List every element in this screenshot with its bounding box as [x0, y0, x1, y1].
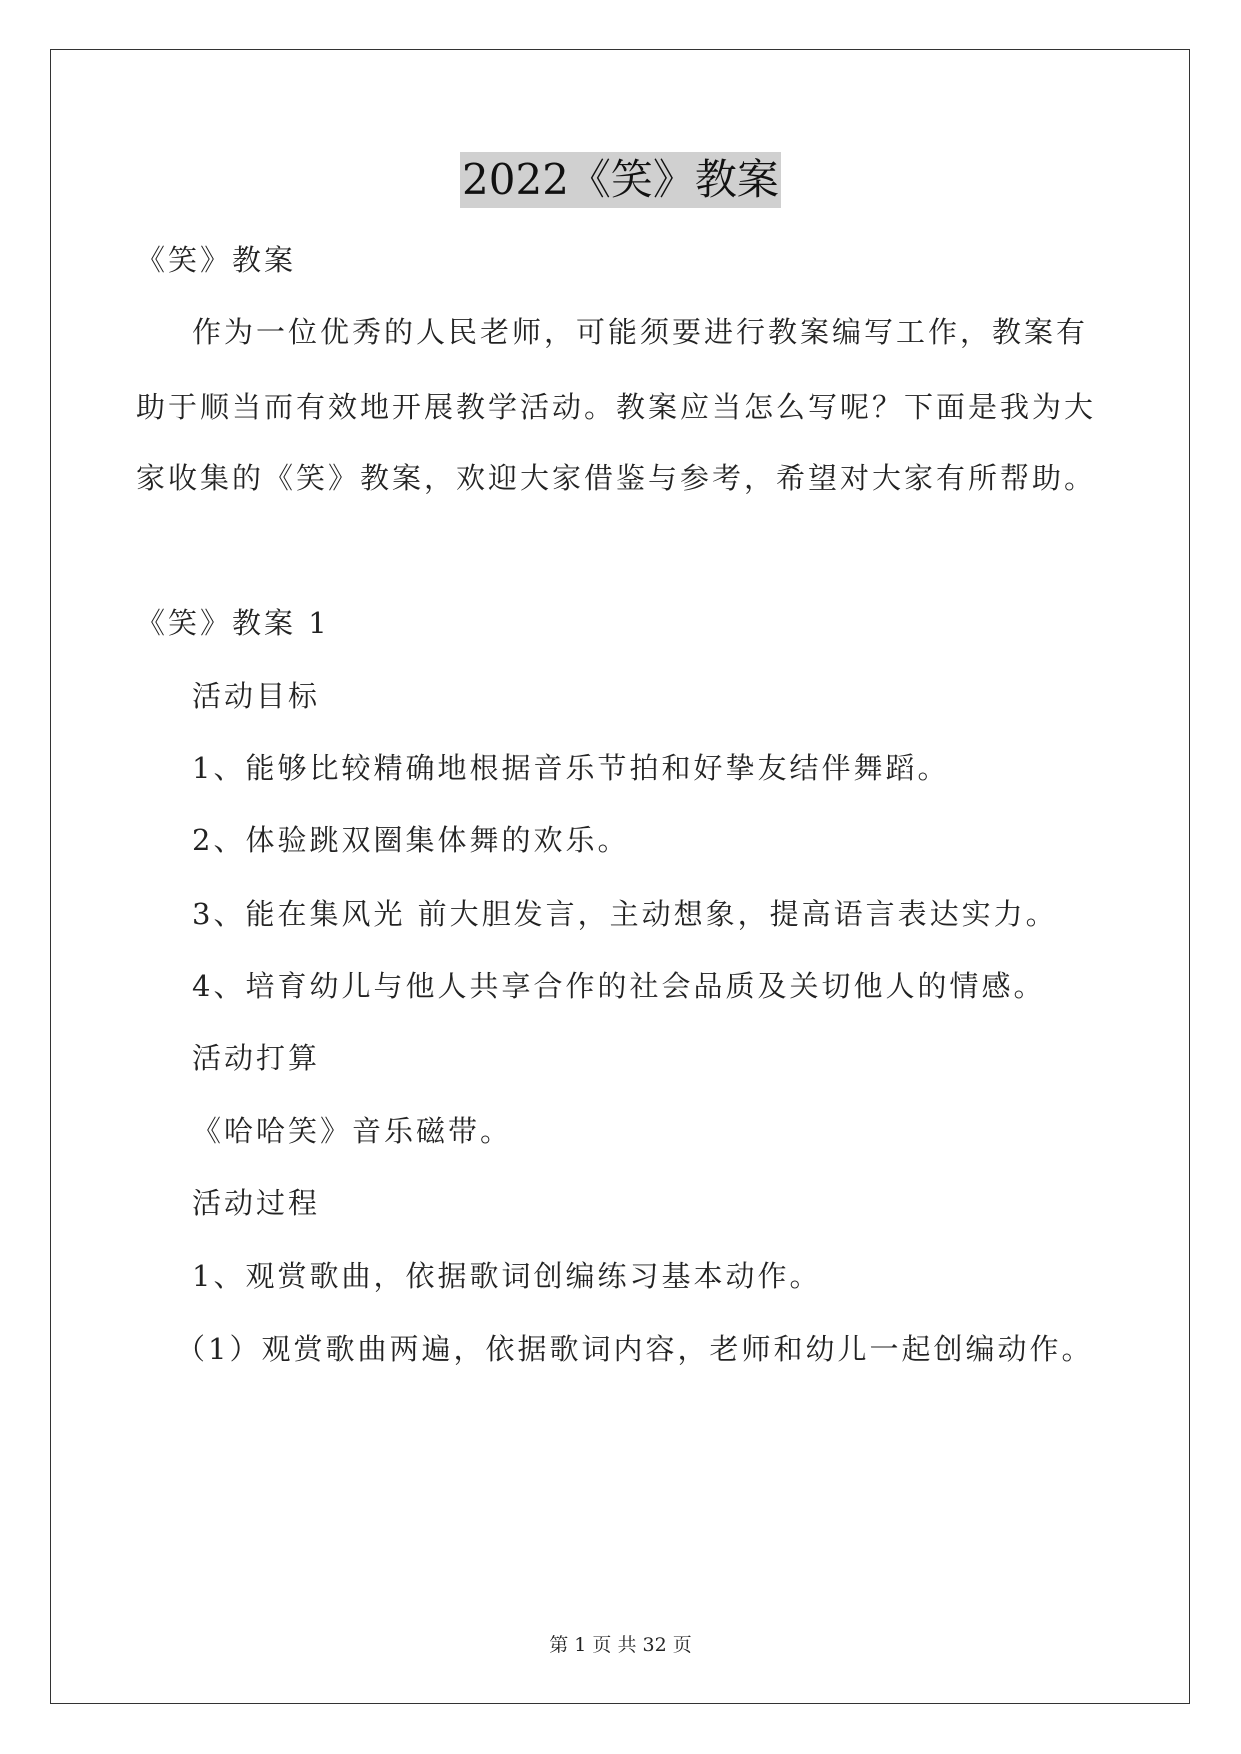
intro-line-3: 家收集的《笑》教案，欢迎大家借鉴与参考，希望对大家有所帮助。	[136, 461, 1097, 495]
goal-item-4: 4、培育幼儿与他人共享合作的社会品质及关切他人的情感。	[192, 969, 1046, 1003]
prep-heading: 活动打算	[192, 1041, 321, 1075]
process-step-1a: （1）观赏歌曲两遍，依据歌词内容，老师和幼儿一起创编动作。	[176, 1332, 1094, 1366]
process-step-1: 1、观赏歌曲，依据歌词创编练习基本动作。	[192, 1259, 822, 1293]
intro-line-2: 助于顺当而有效地开展教学活动。教案应当怎么写呢？下面是我为大	[136, 390, 1097, 424]
goal-heading: 活动目标	[192, 679, 321, 713]
process-heading: 活动过程	[192, 1186, 321, 1220]
document-title: 2022《笑》教案	[460, 152, 781, 208]
goal-item-2: 2、体验跳双圈集体舞的欢乐。	[192, 823, 630, 857]
goal-item-3: 3、能在集风光 前大胆发言，主动想象，提高语言表达实力。	[192, 897, 1058, 931]
section-heading: 《笑》教案 1	[136, 606, 330, 640]
page-border	[50, 49, 1190, 1704]
title-container	[0, 152, 1241, 208]
prep-text: 《哈哈笑》音乐磁带。	[192, 1114, 513, 1148]
intro-line-1: 作为一位优秀的人民老师，可能须要进行教案编写工作，教案有	[192, 315, 1089, 349]
goal-item-1: 1、能够比较精确地根据音乐节拍和好挚友结伴舞蹈。	[192, 751, 950, 785]
subtitle: 《笑》教案	[136, 243, 297, 277]
page-footer: 第 1 页 共 32 页	[549, 1634, 692, 1656]
